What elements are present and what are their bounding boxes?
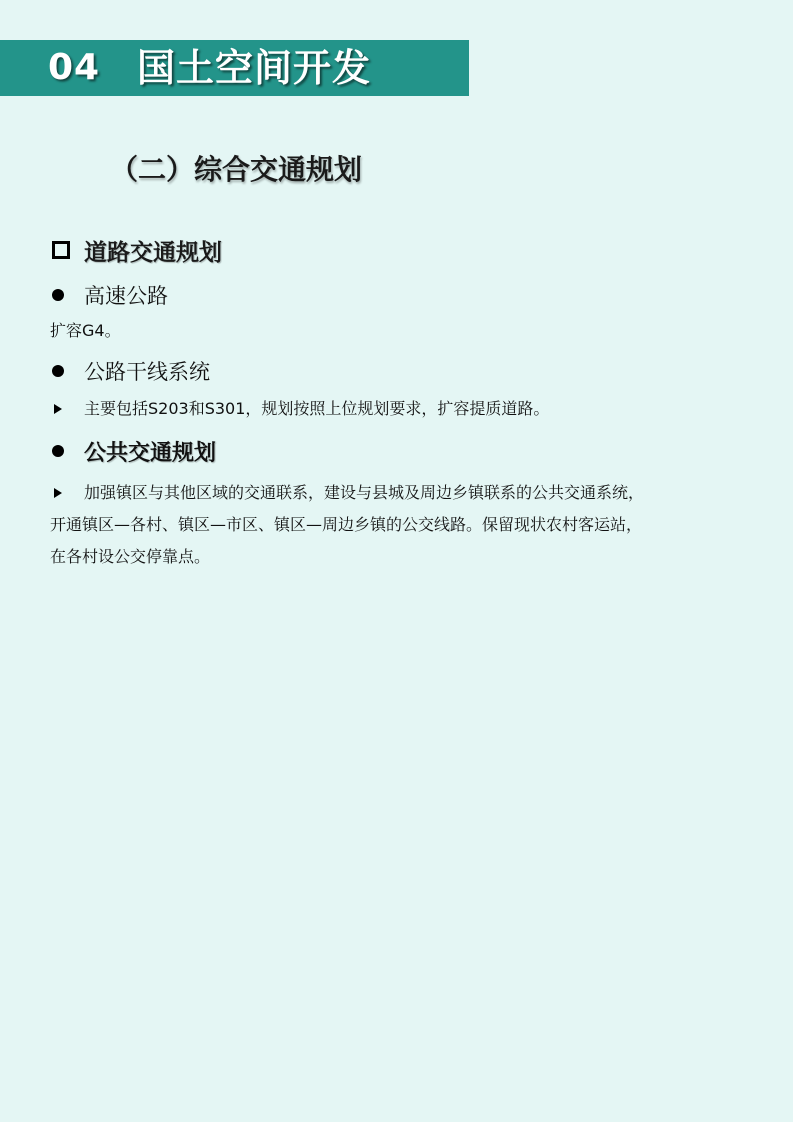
bullet-dot-icon [52, 365, 64, 377]
section-title: （二）综合交通规划 [110, 153, 363, 186]
trunk-text: 主要包括S203和S301，规划按照上位规划要求，扩容提质道路。 [84, 399, 550, 418]
bullet-label-highway: 高速公路 [84, 284, 168, 308]
bullet-dot-icon [52, 289, 64, 301]
transit-arrow-item [52, 482, 644, 504]
subsection-heading-text: 道路交通规划 [84, 239, 222, 266]
transit-text-line3: 在各村设公交停靠点。 [50, 547, 211, 566]
trunk-arrow-item [52, 398, 549, 420]
bullet-item-highway [52, 279, 168, 311]
hollow-square-icon [52, 241, 70, 259]
highway-text: 扩容G4。 [50, 321, 121, 340]
bullet-item-trunk [52, 355, 210, 387]
subsection-heading [52, 232, 222, 268]
bullet-label-transit: 公共交通规划 [84, 440, 217, 466]
bullet-dot-icon [52, 445, 64, 457]
chapter-title: 国土空间开发 [137, 46, 372, 90]
bullet-label-trunk: 公路干线系统 [84, 360, 210, 384]
arrowhead-icon [54, 404, 62, 414]
arrowhead-icon [54, 488, 62, 498]
chapter-banner [0, 40, 469, 96]
transit-text-line1: 加强镇区与其他区域的交通联系，建设与县城及周边乡镇联系的公共交通系统， [84, 483, 645, 502]
chapter-number: 04 [48, 47, 101, 88]
transit-text-line2: 开通镇区—各村、镇区—市区、镇区—周边乡镇的公交线路。保留现状农村客运站， [50, 515, 643, 534]
bullet-item-transit [52, 435, 216, 467]
